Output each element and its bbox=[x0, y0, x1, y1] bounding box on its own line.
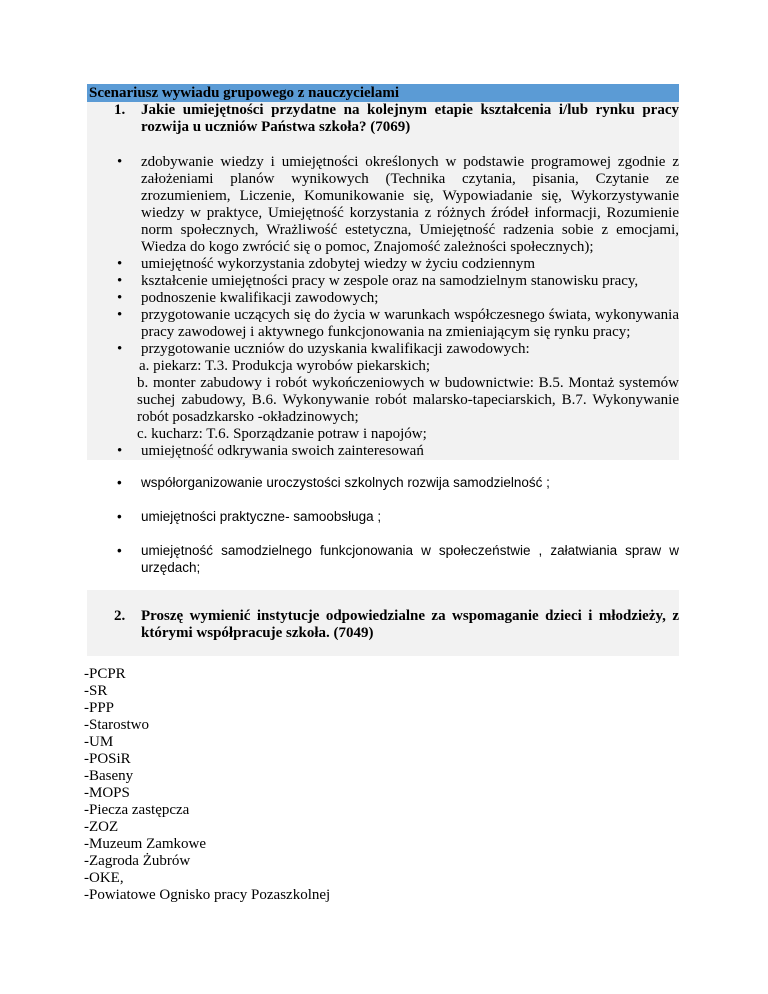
list-item: • zdobywanie wiedzy i umiejętności określonych w podstawie programowej zgodnie z założeniami planów wynikowych (Technika czytania, pisania, Czytanie ze zrozumieniem, Liczenie, Komunikowanie się, Wypowiadanie się, Wykorzystywanie wiedzy w praktyce, Umiejętność korzystania z różnych źródeł informacji, Rozumienie norm społecznych, Wrażliwość estetyczna, Umiejętność radzenia sobie z emocjami, Wiedza do kogo zwrócić się o pomoc, Znajomość zależności społecznych); bbox=[117, 154, 679, 255]
document-title: Scenariusz wywiadu grupowego z nauczycielami bbox=[87, 84, 679, 102]
question-2-number: 2. bbox=[114, 608, 126, 624]
bullet-icon: • bbox=[117, 543, 122, 558]
list-item: • przygotowanie uczących się do życia w warunkach współczesnego świata, wykonywania pracy zawodowej i aktywnego funkcjonowania na zmieniającym się rynku pracy; bbox=[117, 307, 679, 340]
list-item: • podnoszenie kwalifikacji zawodowych; bbox=[117, 290, 379, 306]
answers-1-extra-list bbox=[87, 474, 679, 576]
list-item: -ZOZ bbox=[84, 819, 119, 835]
bullet-icon: • bbox=[117, 443, 123, 459]
list-item: -PCPR bbox=[84, 666, 126, 682]
list-item: • kształcenie umiejętności pracy w zespole oraz na samodzielnym stanowisku pracy, bbox=[117, 273, 639, 289]
qualification-item: b. monter zabudowy i robót wykończeniowych w budownictwie: B.5. Montaż systemów suchej zabudowy, B.6. Wykonywanie robót malarsko-tapeciarskich, B.7. Wykonywanie robót posadzkarsko -okładzinowych; bbox=[137, 375, 679, 425]
list-item: -UM bbox=[84, 734, 114, 750]
question-2-text: Proszę wymienić instytucje odpowiedzialne za wspomaganie dzieci i młodzieży, z którymi współpracuje szkoła. (7049) bbox=[141, 608, 679, 641]
question-1 bbox=[87, 102, 679, 136]
qualifications-list bbox=[87, 358, 679, 443]
question-1-number: 1. bbox=[114, 102, 126, 118]
list-item: -Muzeum Zamkowe bbox=[84, 836, 207, 852]
question-1-text: Jakie umiejętności przydatne na kolejnym etapie kształcenia i/lub rynku pracy rozwija u uczniów Państwa szkoła? (7069) bbox=[141, 102, 679, 135]
institutions-list bbox=[84, 666, 679, 904]
list-item: • umiejętność odkrywania swoich zainteresowań bbox=[117, 443, 424, 459]
bullet-icon: • bbox=[117, 475, 122, 490]
list-item: -MOPS bbox=[84, 785, 130, 801]
list-item: -SR bbox=[84, 683, 108, 699]
list-item: • umiejętność wykorzystania zdobytej wiedzy w życiu codziennym bbox=[117, 256, 536, 272]
bullet-icon: • bbox=[117, 290, 123, 306]
question-2 bbox=[87, 608, 679, 642]
qualification-item: c. kucharz: T.6. Sporządzanie potraw i napojów; bbox=[137, 426, 427, 442]
list-item: -Baseny bbox=[84, 768, 134, 784]
qualification-item: a. piekarz: T.3. Produkcja wyrobów piekarskich; bbox=[139, 358, 431, 374]
list-item: -POSiR bbox=[84, 751, 131, 767]
list-item: -Powiatowe Ognisko pracy Pozaszkolnej bbox=[84, 887, 331, 903]
list-item: • umiejętność samodzielnego funkcjonowania w społeczeństwie , załatwiania spraw w urzędach; bbox=[117, 543, 679, 575]
list-item: -OKE, bbox=[84, 870, 124, 886]
list-item: • umiejętności praktyczne- samoobsługa ; bbox=[117, 509, 382, 524]
bullet-icon: • bbox=[117, 341, 123, 357]
list-item: • przygotowanie uczniów do uzyskania kwalifikacji zawodowych: bbox=[117, 341, 530, 357]
list-item: -Piecza zastępcza bbox=[84, 802, 190, 818]
list-item: -Zagroda Żubrów bbox=[84, 853, 191, 869]
question-2-block bbox=[87, 590, 679, 656]
list-item: -PPP bbox=[84, 700, 115, 716]
list-item: -Starostwo bbox=[84, 717, 149, 733]
question-1-block bbox=[87, 102, 679, 460]
bullet-icon: • bbox=[117, 273, 123, 289]
document-page bbox=[84, 84, 679, 904]
bullet-icon: • bbox=[117, 509, 122, 524]
bullet-icon: • bbox=[117, 307, 123, 323]
list-item: • współorganizowanie uroczystości szkolnych rozwija samodzielność ; bbox=[117, 475, 550, 490]
bullet-icon: • bbox=[117, 256, 123, 272]
answers-1-list bbox=[87, 154, 679, 358]
bullet-icon: • bbox=[117, 154, 123, 170]
